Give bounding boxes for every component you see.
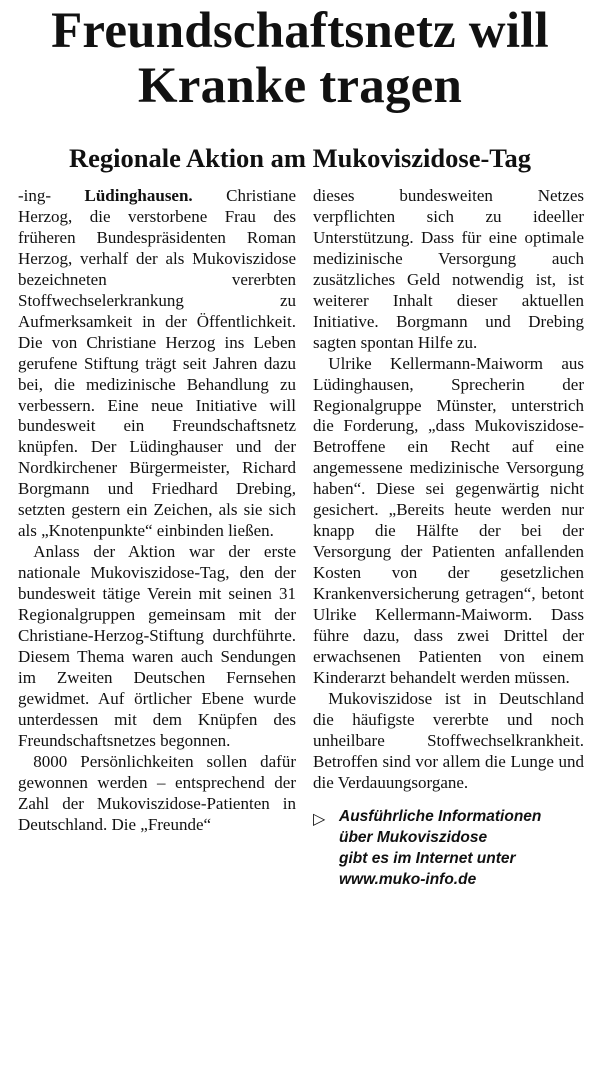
info-note-line: Ausführliche Informationen	[339, 807, 542, 825]
article-paragraph: Ulrike Kellermann-Maiworm aus Lüdinghausen, Sprecherin der Regionalgruppe Münster, unterstrich die Forderung, „dass Mukoviszidose-Betroffene ein Recht auf eine angemessene medizinische Versorgung haben“. Diese sei gegenwärtig nicht gesichert. „Bereits heute werden nur knapp die Hälfte der bei der Versorgung der Patienten anfallenden Kosten von der gesetzlichen Krankenversicherung getragen“, betont Ulrike Kellermann-Maiworm. Dass führe dazu, dass zwei Drittel der erwachsenen Patienten von einem Kinderarzt behandelt werden müssen.	[313, 353, 584, 687]
dateline-place: Lüdinghausen.	[84, 186, 193, 205]
article-paragraph: dieses bundesweiten Netzes verpflichten sich zu ideeller Unterstützung. Dass für eine optimale medizinische Versorgung auch zusätzliches Geld notwendig ist, ist weiterer Inhalt dieser aktuellen Initiative. Borgmann und Drebing sagten spontan Hilfe zu.	[313, 186, 584, 352]
article-paragraph: 8000 Persönlichkeiten sollen dafür gewonnen werden – entsprechend der Zahl der Mukoviszidose-Patienten in Deutschland. Die „Freunde“	[18, 751, 296, 834]
info-note	[313, 806, 584, 890]
paragraph-text: Christiane Herzog, die verstorbene Frau des früheren Bundespräsidenten Roman Herzog, verhalf der als Mukoviszidose bezeichneten vererbten Stoffwechselerkrankung zu Aufmerksamkeit in der Öffentlichkeit. Die von Christiane Herzog ins Leben gerufene Stiftung trägt seit Jahren dazu bei, die medizinische Behandlung zu verbessern. Eine neue Initiative will bundesweit ein Freundschaftsnetz knüpfen. Der Lüdinghauser und der Nordkirchener Bürgermeister, Richard Borgmann und Friedhard Drebing, setzten gestern ein Zeichen, als sie sich als „Knotenpunkte“ einbinden ließen.	[18, 186, 297, 541]
article-paragraph: Anlass der Aktion war der erste nationale Mukoviszidose-Tag, den der bundesweit tätige Verein mit seinen 31 Regionalgruppen gemeinsam mit der Christiane-Herzog-Stiftung durchführte. Diesem Thema waren auch Sendungen im Zweiten Deutschen Fernsehen gewidmet. Auf örtlicher Ebene wurde unterdessen mit dem Knüpfen des Freundschaftsnetzes begonnen.	[18, 542, 296, 750]
subheadline: Regionale Aktion am Mukoviszidose-Tag	[68, 143, 532, 173]
info-note-line: über Mukoviszidose	[339, 828, 488, 846]
agency-tag: -ing-	[18, 186, 52, 205]
info-note-line: gibt es im Internet unter	[339, 849, 516, 867]
article-column-right	[313, 186, 584, 890]
article-column-left	[18, 186, 296, 836]
headline: Freundschaftsnetz will Kranke tragen	[51, 3, 549, 114]
info-note-url: www.muko-info.de	[339, 870, 477, 888]
article-paragraph	[18, 186, 296, 542]
triangle-pointer-icon: ▷	[313, 808, 326, 828]
article-paragraph: Mukoviszidose ist in Deutschland die häufigste vererbte und noch unheilbare Stoffwechselkrankheit. Betroffen sind vor allem die Lunge und die Verdauungsorgane.	[313, 688, 584, 792]
